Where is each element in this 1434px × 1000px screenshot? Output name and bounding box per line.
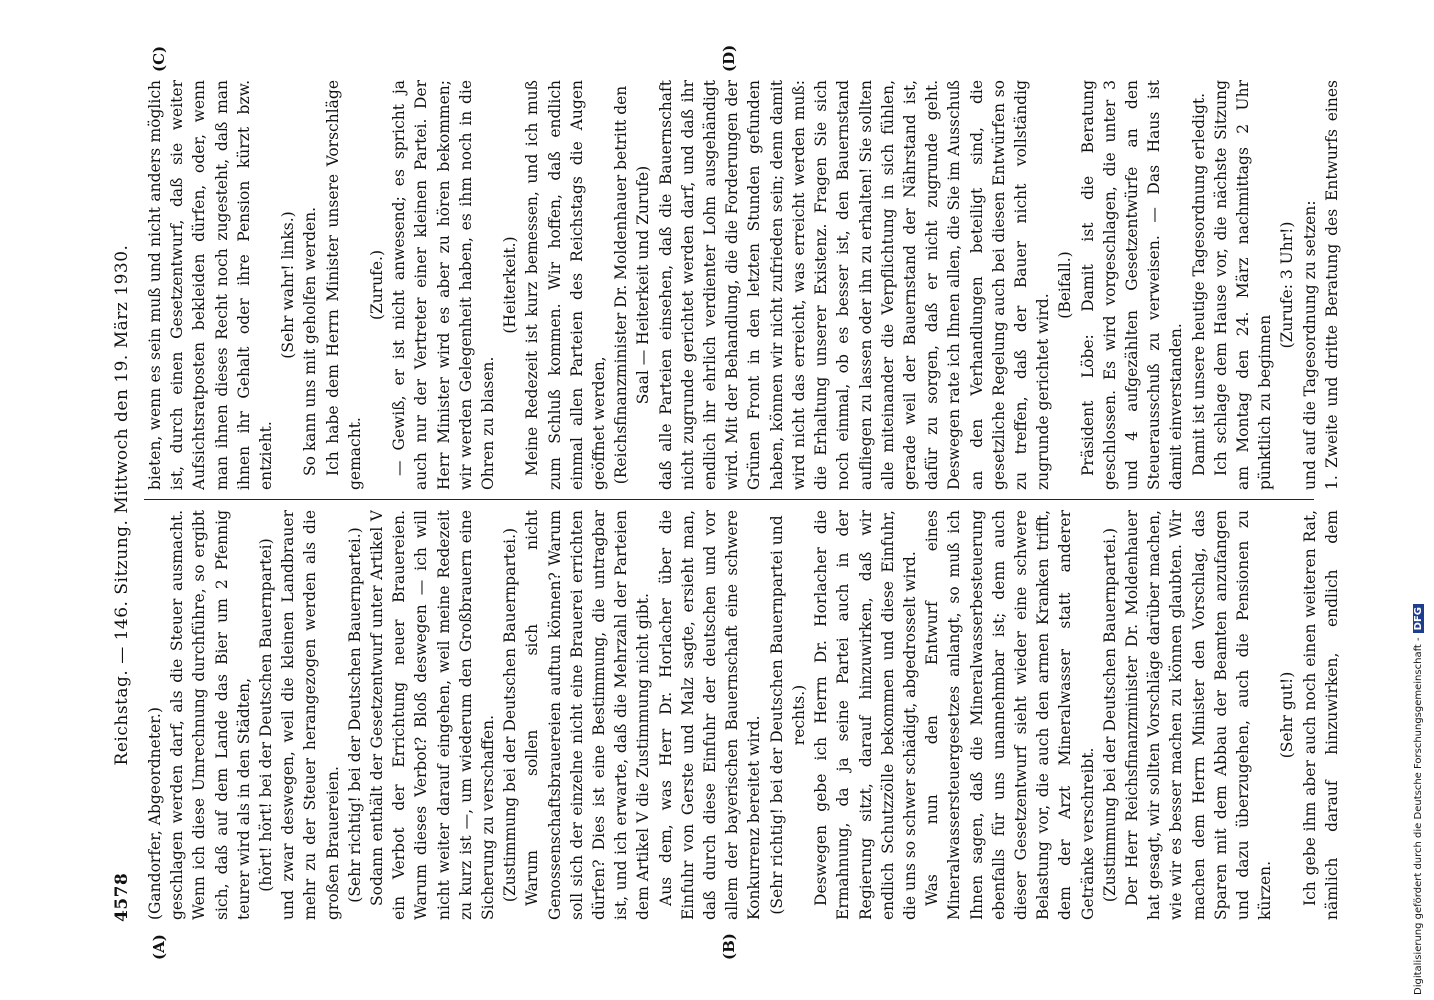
paragraph: Der Herr Reichsfinanzminister Dr. Moldenhauer hat gesagt, wir sollten Vorschläge darüber machen, wie wir es besser machen zu können glaubten. Wir machen dem Herrn Minister den Vorschlag, das Sparen mit dem Abbau der Beamten anzufangen und dazu überzugehen, auch die Pensionen zu kürzen. [1122, 510, 1275, 920]
interjection: (Reichsfinanzminister Dr. Moldenhauer betritt den Saal — Heiterkeit und Zurufe) [612, 85, 653, 485]
interjection: (hört! hört! bei der Deutschen Bauernpartei) [257, 538, 276, 892]
interjection: (Heiterkeit.) [501, 236, 520, 334]
paragraph: So kann uns mit geholfen werden. [301, 206, 320, 476]
paragraph: geschlagen werden darf, als die Steuer ausmacht. Wenn ich diese Umrechnung durchführe, so ergibt sich, daß auf dem Lande das Bier um 2 Pfennig teurer wird als in den Städten, [168, 510, 253, 920]
rotated-page-content [110, 44, 1410, 960]
right-column [144, 80, 1344, 490]
interjection: (Sehr wahr! links.) [279, 211, 298, 359]
dfg-attribution-text: Digitalisierung gefördert durch die Deutsche Forschungsgemeinschaft - [1413, 637, 1424, 995]
paragraph: — Gewiß, er ist nicht anwesend; es spricht ja auch nur der Vertreter einer kleinen Partei. Der Herr Minister wird es aber zu hören bekommen; wir werden Gelegenheit haben, es ihm noch in die Ohren zu blasen. [390, 80, 498, 490]
left-column [144, 510, 1344, 920]
paragraph: (Gandorfer, Abgeordneter.) [146, 707, 164, 920]
dfg-logo: DFG [1413, 604, 1424, 633]
interjection: (Zurufe.) [368, 249, 387, 321]
interjection: (Zustimmung bei der Deutschen Bauernpartei.) [501, 527, 520, 903]
paragraph: Ich gebe ihm aber auch noch einen weiteren Rat, nämlich darauf hinzuwirken, endlich dem [1300, 510, 1341, 920]
margin-mark-c: (C) [150, 45, 168, 72]
dfg-attribution [1413, 0, 1429, 995]
agenda-item [1321, 80, 1344, 490]
running-title: Reichstag. — 146. Sitzung. Mittwoch den 19. März 1930. [112, 244, 132, 766]
agenda-item-text: Zweite und dritte Beratung des Entwurfs eines [1322, 80, 1341, 468]
paragraph: Deswegen gebe ich Herrn Dr. Horlacher die Ermahnung, da ja seine Partei auch in der Regierung sitzt, darauf hinzuwirken, daß wir endlich Schutzzölle bekommen und diese Einfuhr, die uns so schwer schädigt, abgedrosselt wird. [812, 510, 919, 920]
paragraph: daß alle Parteien einsehen, daß die Bauernschaft nicht zugrunde gerichtet werden darf, und daß ihr endlich ihr ehrlich verdienter Lohn ausgehändigt wird. Mit der Behandlung, die die Forderungen der Grünen Front in den letzten Stunden gefunden haben, können wir nicht zufrieden sein; denn damit wird nicht das erreicht, was erreicht werden muß: die Erhaltung unserer Existenz. Fragen Sie sich noch einmal, ob es besser ist, den Bauernstand aufliegen zu lassen oder ihn zu erhalten! Sie sollten alle miteinander die Verpflichtung in sich fühlen, gerade weil der Bauernstand der Nährstand ist, dafür zu sorgen, daß er nicht zugrunde geht. Deswegen rate ich Ihnen allen, die Sie im Ausschuß an den Verhandlungen beteiligt sind, die gesetzliche Regelung auch bei diesen Entwürfen so zu treffen, daß der Bauer nicht vollständig zugrunde gerichtet wird. [656, 80, 1053, 490]
paragraph: Was nun den Entwurf eines Mineralwassersteuergesetzes anlangt, so muß ich Ihnen sagen, daß die Mineralwasserbesteuerung ebenfalls für uns unannehmbar ist; denn auch dieser Gesetzentwurf sieht wieder eine schwere Belastung vor, die auch den armen Kranken trifft, dem der Arzt Mineralwasser statt anderer Getränke verschreibt. [923, 510, 1097, 920]
interjection: (Beifall.) [1056, 251, 1075, 319]
margin-mark-b: (B) [720, 933, 738, 960]
paragraph: Warum sollen sich nicht Genossenschaftsbrauereien auftun können? Warum soll sich der einzelne nicht eine Brauerei errichten dürfen? Dies ist eine Bestimmung, die untragbar ist, und ich erwarte, daß die Mehrzahl der Parteien dem Artikel V die Zustimmung nicht gibt. [523, 510, 653, 920]
margin-mark-d: (D) [720, 44, 738, 72]
agenda-item-number: 1. [1322, 475, 1341, 490]
interjection: (Zurufe: 3 Uhr!) [1278, 221, 1297, 349]
column-divider [144, 499, 1314, 500]
paragraph: Präsident Löbe: Damit ist die Beratung geschlossen. Es wird vorgeschlagen, die unter 3 und 4 aufgezählten Gesetzentwürfe an den Steuerausschuß zu verweisen. — Das Haus ist damit einverstanden. [1078, 80, 1186, 490]
paragraph: Sodann enthält der Gesetzentwurf unter Artikel V ein Verbot der Errichtung neuer Brauereien. Warum dieses Verbot? Bloß deswegen — ich will nicht weiter darauf eingehen, weil meine Redezeit zu kurz ist —, um wiederum den Großbrauern eine Sicherung zu verschaffen. [368, 510, 498, 920]
interjection: (Zustimmung bei der Deutschen Bauernpartei.) [1100, 527, 1119, 903]
paragraph: und zwar deswegen, weil die kleinen Landbrauer mehr zu der Steuer herangezogen werden als die großen Brauereien. [279, 510, 342, 920]
paragraph: Ich habe dem Herrn Minister unsere Vorschläge gemacht. [323, 80, 364, 490]
paragraph: Damit ist unsere heutige Tagesordnung erledigt. [1189, 92, 1208, 476]
interjection: (Sehr richtig! bei der Deutschen Bauernpartei.) [345, 527, 364, 903]
margin-mark-a: (A) [150, 934, 168, 960]
agenda-list [1321, 80, 1344, 490]
paragraph: Meine Redezeit ist kurz bemessen, und ich muß zum Schluß kommen. Wir hoffen, daß endlich einmal allen Parteien des Reichstags die Augen geöffnet werden, [523, 80, 609, 490]
interjection: (Sehr richtig! bei der Deutschen Bauernpartei und rechts.) [767, 515, 808, 915]
paragraph: Aus dem, was Herr Dr. Horlacher über die Einfuhr von Gerste und Malz sagte, ersieht man, daß durch diese Einfuhr der deutschen und vor allem der bayerischen Bauernschaft eine schwere Konkurrenz bereitet wird. [656, 510, 764, 920]
paragraph: und auf die Tagesordnung zu setzen: [1300, 200, 1319, 490]
interjection: (Sehr gut!) [1278, 671, 1297, 759]
page-number: 4578 [112, 872, 132, 922]
paragraph: Ich schlage dem Hause vor, die nächste Sitzung am Montag den 24. März nachmittags 2 Uhr pünktlich zu beginnen [1211, 80, 1275, 490]
paragraph: bieten, wenn es sein muß und nicht anders möglich ist, durch einen Gesetzentwurf, daß sie weiter Aufsichtsratposten bekleiden dürfen, oder, wenn man ihnen dieses Recht noch zugesteht, daß man ihnen ihr Gehalt oder ihre Pension kürzt bzw. entzieht. [146, 80, 276, 490]
page-header [110, 80, 138, 930]
